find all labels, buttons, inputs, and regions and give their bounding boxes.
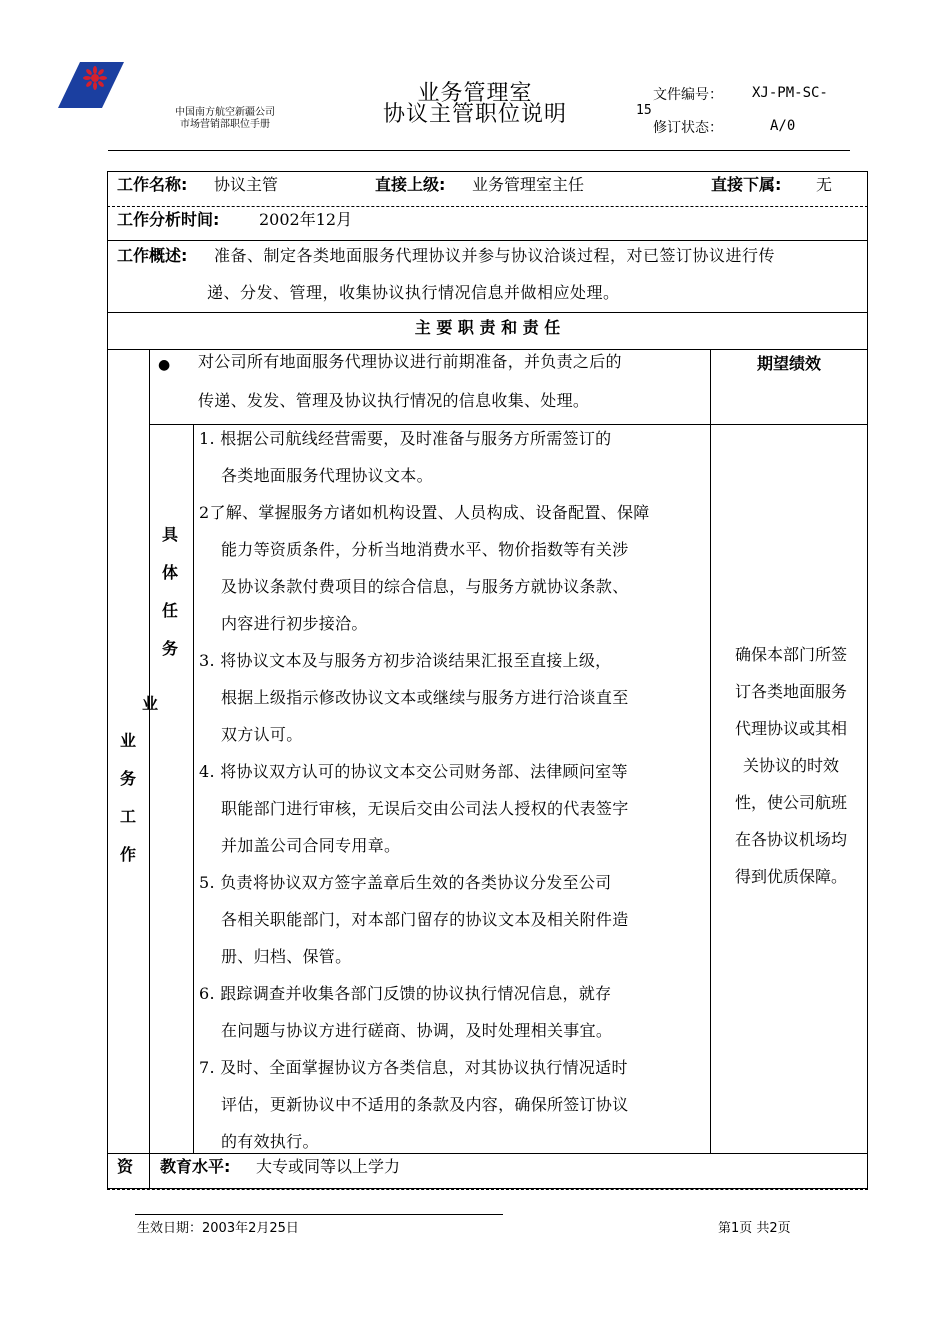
column-divider (193, 424, 194, 1153)
task-line: 7. 及时、全面掌握协议方各类信息，对其协议执行情况适时 (199, 1058, 628, 1077)
qualification-label: 资 (117, 1157, 134, 1176)
task-line: 册、归档、保管。 (221, 947, 352, 966)
performance-line: 确保本部门所签 (734, 645, 847, 664)
task-line: 在问题与协议方进行磋商、协调，及时处理相关事宜。 (221, 1021, 613, 1040)
analysis-time-value: 2002年12月 (259, 210, 353, 229)
task-line: 各相关职能部门，对本部门留存的协议文本及相关附件造 (221, 910, 629, 929)
task-line: 各类地面服务代理协议文本。 (221, 466, 433, 485)
specific-char: 具 (161, 525, 178, 544)
task-list (199, 420, 707, 1160)
document-title: 协议主管职位说明 (382, 102, 567, 127)
section-title: 主 要 职 责 和 责 任 (414, 318, 561, 337)
row-divider (107, 206, 868, 207)
row-divider (107, 349, 868, 350)
task-line: 1. 根据公司航线经营需要，及时准备与服务方所需签订的 (199, 429, 612, 448)
doc-number-suffix: 15 (636, 103, 652, 118)
task-line: 能力等资质条件，分析当地消费水平、物价指数等有关涉 (221, 540, 629, 559)
task-line: 及协议条款付费项目的综合信息，与服务方就协议条款、 (221, 577, 629, 596)
performance-line: 在各协议机场均 (734, 830, 847, 849)
manual-name: 市场营销部职位手册 (180, 119, 270, 130)
task-line: 双方认可。 (221, 725, 303, 744)
task-line: 5. 负责将协议双方签字盖章后生效的各类协议分发至公司 (199, 873, 612, 892)
task-line: 职能部门进行审核，无误后交由公司法人授权的代表签字 (221, 799, 629, 818)
revision-label: 修订状态： (653, 120, 723, 136)
specific-char: 务 (161, 639, 178, 658)
task-line: 3. 将协议文本及与服务方初步洽谈结果汇报至直接上级， (199, 651, 612, 670)
table-bottom-border (107, 1189, 868, 1190)
performance-line: 关协议的时效 (742, 756, 839, 775)
subordinate-label: 直接下属: (711, 175, 782, 194)
category-char: 工 (119, 807, 136, 826)
performance-line: 订各类地面服务 (734, 682, 847, 701)
superior-label: 直接上级: (375, 175, 446, 194)
performance-line: 性，使公司航班 (734, 793, 847, 812)
overview-label: 工作概述: (117, 246, 188, 265)
analysis-time-label: 工作分析时间: (117, 210, 220, 229)
overview-line: 递、分发、管理，收集协议执行情况信息并做相应处理。 (207, 283, 620, 302)
job-name-value: 协议主管 (214, 175, 279, 194)
category-char: 作 (119, 845, 136, 864)
task-line: 2了解、掌握服务方诸如机构设置、人员构成、设备配置、保障 (199, 503, 650, 522)
task-line: 并加盖公司合同专用章。 (221, 836, 401, 855)
header-rule (108, 150, 850, 151)
department-title: 业务管理室 (417, 81, 533, 106)
doc-number-label: 文件编号： (653, 87, 723, 103)
row-divider (107, 240, 868, 241)
revision-value: A/0 (770, 118, 796, 134)
task-line: 内容进行初步接洽。 (221, 614, 368, 633)
company-name: 中国南方航空新疆公司 (175, 107, 275, 118)
task-line: 4. 将协议双方认可的协议文本交公司财务部、法律顾问室等 (199, 762, 628, 781)
expected-performance (716, 636, 866, 895)
task-line: 的有效执行。 (221, 1132, 319, 1151)
specific-char: 任 (161, 601, 178, 620)
expected-performance-header: 期望绩效 (756, 354, 821, 373)
task-line: 6. 跟踪调查并收集各部门反馈的协议执行情况信息，就存 (199, 984, 612, 1003)
performance-line: 得到优质保障。 (734, 867, 847, 886)
task-line: 评估，更新协议中不适用的条款及内容，确保所签订协议 (221, 1095, 629, 1114)
page-info: 第1页 共2页 (718, 1221, 791, 1236)
summary-line: 对公司所有地面服务代理协议进行前期准备，并负责之后的 (198, 352, 622, 371)
summary-line: 传递、发发、管理及协议执行情况的信息收集、处理。 (198, 391, 590, 410)
education-label: 教育水平: (160, 1157, 231, 1176)
education-value: 大专或同等以上学力 (256, 1157, 401, 1176)
specific-char: 体 (161, 563, 178, 582)
doc-number-value: XJ-PM-SC- (752, 85, 828, 101)
category-char: 务 (119, 769, 136, 788)
overview-line: 准备、制定各类地面服务代理协议并参与协议洽谈过程，对已签订协议进行传 (214, 246, 776, 265)
category-char: 业 (119, 731, 136, 750)
superior-value: 业务管理室主任 (472, 175, 585, 194)
bullet: ● (158, 357, 171, 373)
category-prefix: 业 (141, 694, 158, 713)
task-line: 根据上级指示修改协议文本或继续与服务方进行洽谈直至 (221, 688, 629, 707)
subordinate-value: 无 (816, 175, 833, 194)
row-divider (107, 312, 868, 313)
column-divider (710, 349, 711, 1153)
column-divider (149, 349, 150, 1189)
performance-line: 代理协议或其相 (734, 719, 847, 738)
job-name-label: 工作名称: (117, 175, 188, 194)
effective-date: 生效日期：2003年2月25日 (137, 1221, 299, 1236)
footer-rule (135, 1214, 503, 1215)
china-southern-logo (58, 62, 124, 108)
